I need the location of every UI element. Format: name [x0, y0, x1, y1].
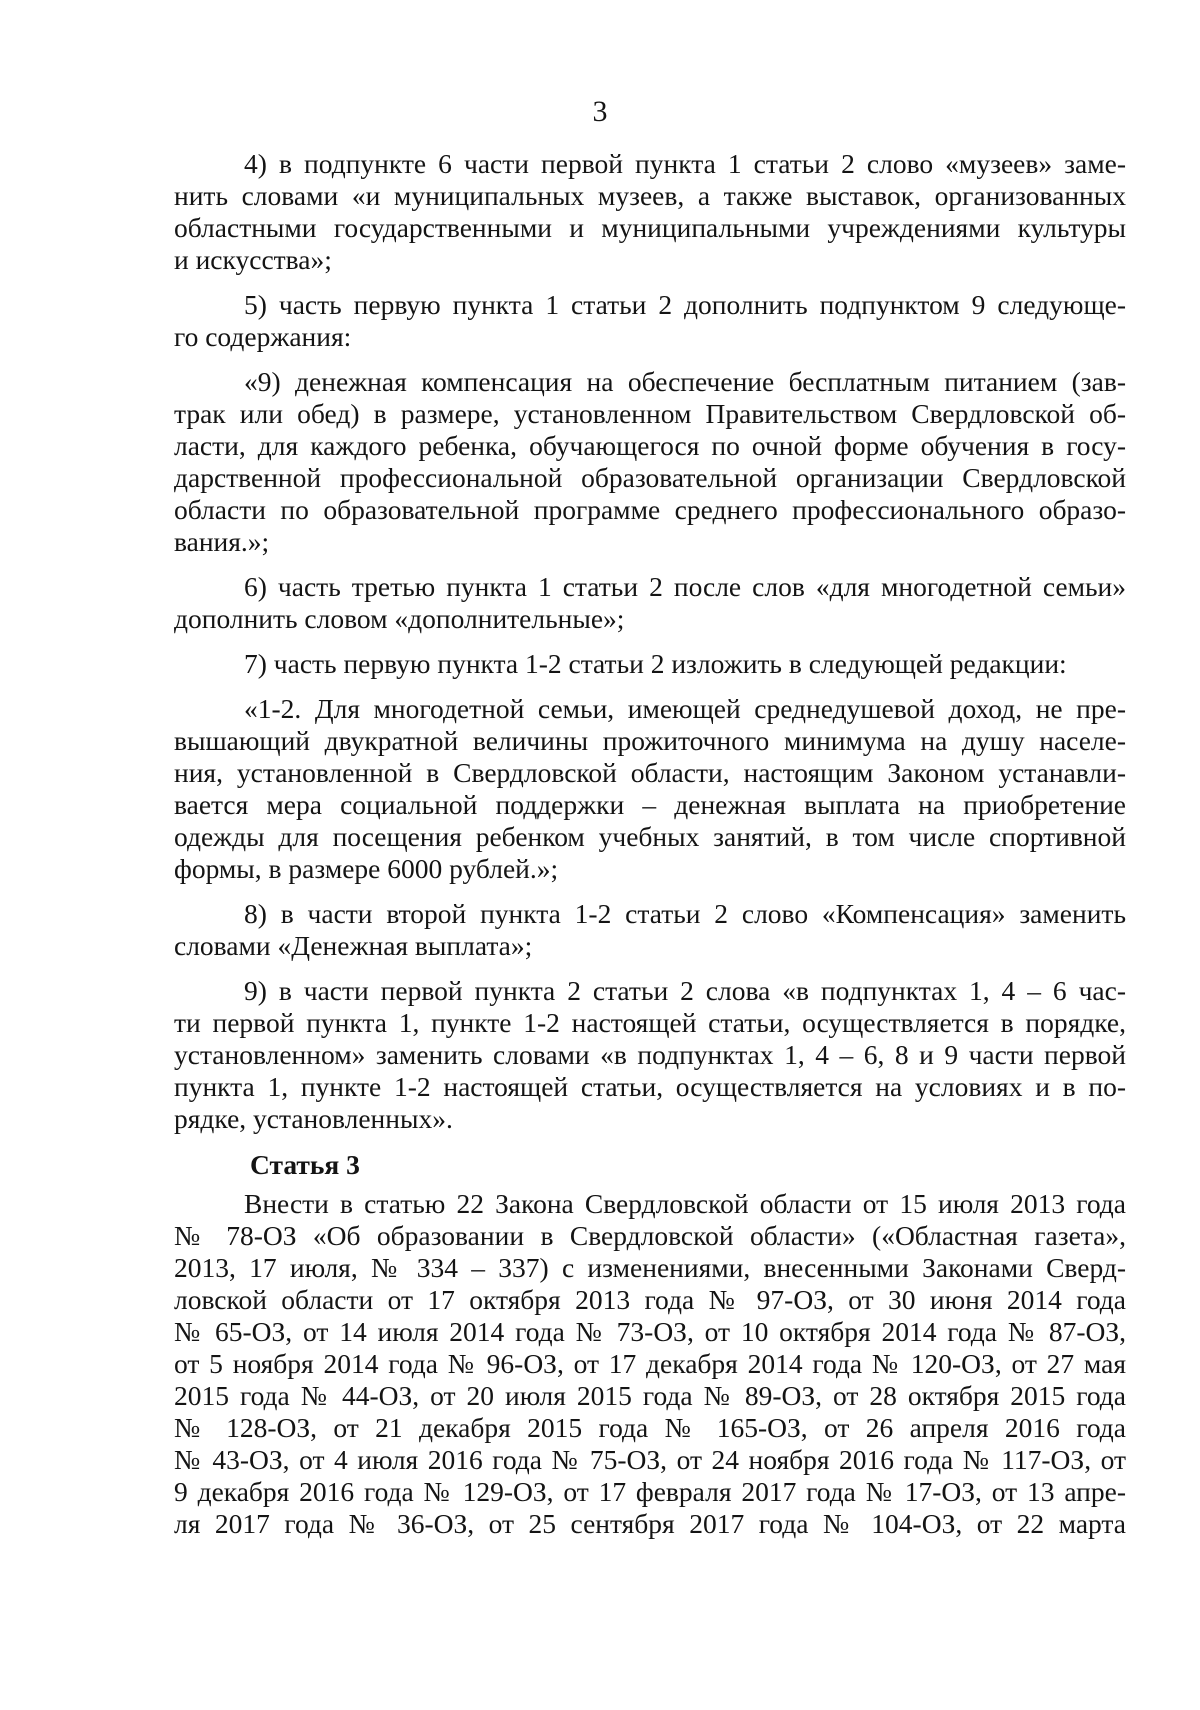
text-line: дарственной профессиональной образовательной организации Свердловской — [174, 462, 1126, 493]
text-line: ловской области от 17 октября 2013 года № 97-ОЗ, от 30 июня 2014 года — [174, 1284, 1126, 1315]
text-line: области по образовательной программе среднего профессионального образо- — [174, 494, 1126, 525]
text-line: 8) в части второй пункта 1-2 статьи 2 слово «Компенсация» заменить — [244, 898, 1126, 929]
text-line: 2013, 17 июля, № 334 – 337) с изменениями, внесенными Законами Сверд- — [174, 1252, 1126, 1283]
text-line: ти первой пункта 1, пункте 1-2 настоящей статьи, осуществляется в порядке, — [174, 1007, 1126, 1038]
paragraph-item-5 — [174, 289, 1126, 353]
text-line: ласти, для каждого ребенка, обучающегося по очной форме обучения в госу- — [174, 430, 1126, 461]
paragraph-item-4 — [174, 148, 1126, 276]
text-line: пункта 1, пункте 1-2 настоящей статьи, осуществляется на условиях и в по- — [174, 1071, 1126, 1102]
text-line: дополнить словом «дополнительные»; — [174, 603, 625, 634]
text-line: № 43-ОЗ, от 4 июля 2016 года № 75-ОЗ, от 24 ноября 2016 года № 117-ОЗ, от — [174, 1444, 1126, 1475]
text-line: 4) в подпункте 6 части первой пункта 1 статьи 2 слово «музеев» заме- — [244, 148, 1126, 179]
text-line: № 128-ОЗ, от 21 декабря 2015 года № 165-ОЗ, от 26 апреля 2016 года — [174, 1412, 1126, 1443]
article-heading: Статья 3 — [250, 1149, 360, 1180]
paragraph-item-7 — [174, 648, 1126, 680]
text-line: 2015 года № 44-ОЗ, от 20 июля 2015 года № 89-ОЗ, от 28 октября 2015 года — [174, 1380, 1126, 1411]
text-line: и искусства»; — [174, 244, 332, 275]
text-line: № 65-ОЗ, от 14 июля 2014 года № 73-ОЗ, от 10 октября 2014 года № 87-ОЗ, — [174, 1316, 1126, 1347]
quoted-item-1-2 — [174, 693, 1126, 885]
article-body — [174, 1188, 1126, 1540]
text-line: 7) часть первую пункта 1-2 статьи 2 изложить в следующей редакции: — [244, 648, 1067, 679]
text-line: одежды для посещения ребенком учебных занятий, в том числе спортивной — [174, 821, 1126, 852]
text-line: 9 декабря 2016 года № 129-ОЗ, от 17 февраля 2017 года № 17-ОЗ, от 13 апре- — [174, 1476, 1126, 1507]
page-number: 3 — [592, 95, 608, 128]
text-line: словами «Денежная выплата»; — [174, 930, 533, 961]
text-line: ния, установленной в Свердловской области, настоящим Законом устанавли- — [174, 757, 1126, 788]
text-line: го содержания: — [174, 321, 352, 352]
text-line: вания.»; — [174, 526, 270, 557]
text-line: областными государственными и муниципальными учреждениями культуры — [174, 212, 1126, 243]
text-line: от 5 ноября 2014 года № 96-ОЗ, от 17 декабря 2014 года № 120-ОЗ, от 27 мая — [174, 1348, 1126, 1379]
text-line: вышающий двукратной величины прожиточного минимума на душу населе- — [174, 725, 1126, 756]
text-line: «9) денежная компенсация на обеспечение бесплатным питанием (зав- — [244, 366, 1126, 397]
text-line: установленном» заменить словами «в подпунктах 1, 4 – 6, 8 и 9 части первой — [174, 1039, 1126, 1070]
text-line: «1-2. Для многодетной семьи, имеющей среднедушевой доход, не пре- — [244, 693, 1126, 724]
paragraph-item-6 — [174, 571, 1126, 635]
quoted-subitem-9 — [174, 366, 1126, 558]
paragraph-item-8 — [174, 898, 1126, 962]
text-line: ля 2017 года № 36-ОЗ, от 25 сентября 2017 года № 104-ОЗ, от 22 марта — [174, 1508, 1126, 1539]
text-line: 6) часть третью пункта 1 статьи 2 после слов «для многодетной семьи» — [244, 571, 1126, 602]
text-line: рядке, установленных». — [174, 1103, 453, 1134]
text-line: 9) в части первой пункта 2 статьи 2 слова «в подпунктах 1, 4 – 6 час- — [244, 975, 1126, 1006]
text-line: трак или обед) в размере, установленном Правительством Свердловской об- — [174, 398, 1126, 429]
text-line: формы, в размере 6000 рублей.»; — [174, 853, 559, 884]
text-line: нить словами «и муниципальных музеев, а также выставок, организованных — [174, 180, 1126, 211]
paragraph-item-9 — [174, 975, 1126, 1135]
text-line: 5) часть первую пункта 1 статьи 2 дополнить подпунктом 9 следующе- — [244, 289, 1126, 320]
text-line: вается мера социальной поддержки – денежная выплата на приобретение — [174, 789, 1126, 820]
document-body — [174, 148, 1126, 1553]
text-line: № 78-ОЗ «Об образовании в Свердловской области» («Областная газета», — [174, 1220, 1126, 1251]
text-line: Внести в статью 22 Закона Свердловской области от 15 июля 2013 года — [244, 1188, 1126, 1219]
